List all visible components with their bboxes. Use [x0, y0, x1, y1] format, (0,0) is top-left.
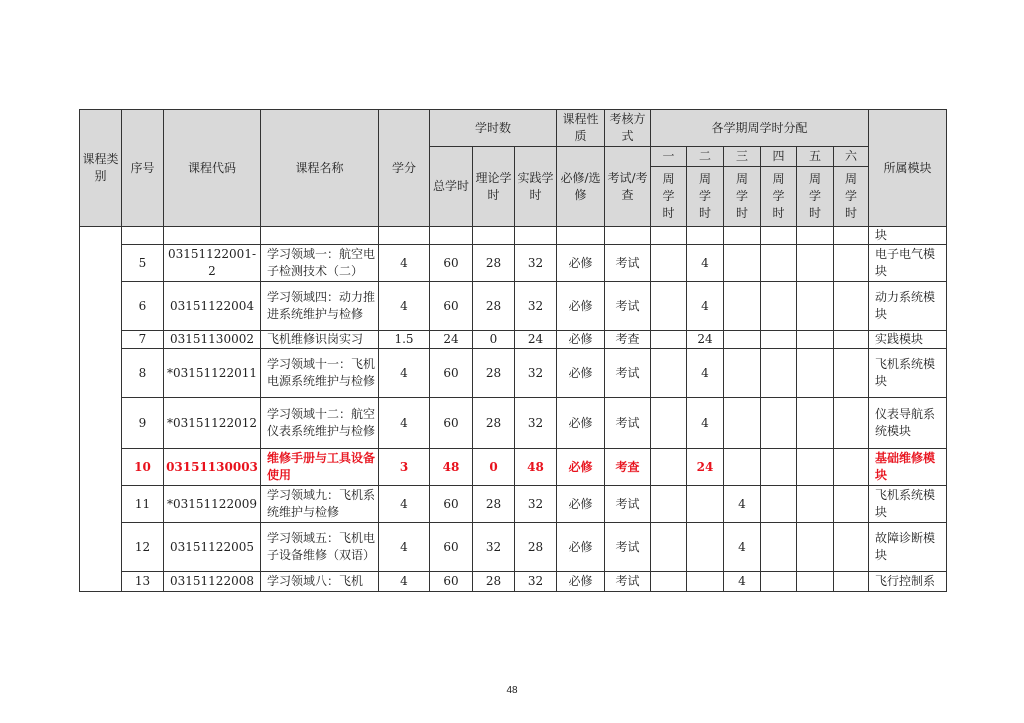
- row-semester-4: [761, 449, 797, 486]
- header-semester-3: 三: [724, 147, 761, 167]
- row-name: 学习领域九：飞机系统维护与检修: [261, 486, 379, 523]
- curriculum-table: [79, 109, 947, 592]
- row-semester-2: 4: [687, 282, 724, 331]
- header-hours-group: 学时数: [430, 110, 557, 147]
- header-semester-1: 一: [651, 147, 687, 167]
- row-practice-hours: 32: [515, 398, 557, 449]
- row-exam: 考试: [605, 572, 651, 592]
- row-practice-hours: 28: [515, 523, 557, 572]
- row-name: 学习领域八：飞机: [261, 572, 379, 592]
- row-practice-hours: 24: [515, 331, 557, 349]
- row-code: *03151122012: [164, 398, 261, 449]
- row-module: 实践模块: [869, 331, 947, 349]
- row-code: 03151130002: [164, 331, 261, 349]
- continuation-module: 块: [869, 227, 947, 245]
- row-theory-hours: 32: [473, 523, 515, 572]
- row-total-hours: 60: [430, 398, 473, 449]
- row-theory-hours: 0: [473, 449, 515, 486]
- row-semester-5: [797, 523, 834, 572]
- row-module: 电子电气模块: [869, 245, 947, 282]
- row-nature: 必修: [557, 572, 605, 592]
- row-semester-4: [761, 282, 797, 331]
- row-practice-hours: 32: [515, 282, 557, 331]
- row-practice-hours: 32: [515, 572, 557, 592]
- row-theory-hours: 28: [473, 282, 515, 331]
- header-total-hours: 总学时: [430, 147, 473, 227]
- row-seq: 7: [122, 331, 164, 349]
- row-semester-3: [724, 398, 761, 449]
- category-cell: [80, 227, 122, 592]
- row-credit: 4: [379, 572, 430, 592]
- table-row: [80, 523, 947, 572]
- row-module: 飞机系统模块: [869, 486, 947, 523]
- table-header: [80, 110, 947, 227]
- row-module: 飞机系统模块: [869, 349, 947, 398]
- row-code: 03151122008: [164, 572, 261, 592]
- header-weekly-hours-6: 周 学 时: [834, 167, 869, 227]
- continuation-row: [80, 227, 947, 245]
- header-credit: 学分: [379, 110, 430, 227]
- row-credit: 4: [379, 486, 430, 523]
- row-credit: 1.5: [379, 331, 430, 349]
- row-semester-5: [797, 282, 834, 331]
- header-exam-group: 考核方式: [605, 110, 651, 147]
- row-semester-3: 4: [724, 523, 761, 572]
- table-row: [80, 486, 947, 523]
- row-code: 03151122001-2: [164, 245, 261, 282]
- row-semester-2: 24: [687, 331, 724, 349]
- row-semester-2: [687, 486, 724, 523]
- header-weekly-hours-2: 周 学 时: [687, 167, 724, 227]
- header-seq: 序号: [122, 110, 164, 227]
- header-weekly-hours-4: 周 学 时: [761, 167, 797, 227]
- row-nature: 必修: [557, 398, 605, 449]
- row-seq: 12: [122, 523, 164, 572]
- row-semester-4: [761, 245, 797, 282]
- row-semester-1: [651, 486, 687, 523]
- row-semester-1: [651, 523, 687, 572]
- header-category: 课程类别: [80, 110, 122, 227]
- row-total-hours: 60: [430, 245, 473, 282]
- row-semester-1: [651, 282, 687, 331]
- row-semester-4: [761, 523, 797, 572]
- row-semester-5: [797, 486, 834, 523]
- row-semester-1: [651, 449, 687, 486]
- table-row: [80, 245, 947, 282]
- header-semester-group: 各学期周学时分配: [651, 110, 869, 147]
- row-semester-3: 4: [724, 486, 761, 523]
- row-code: *03151122011: [164, 349, 261, 398]
- header-weekly-hours-5: 周 学 时: [797, 167, 834, 227]
- row-nature: 必修: [557, 245, 605, 282]
- row-code: 03151122005: [164, 523, 261, 572]
- row-nature: 必修: [557, 523, 605, 572]
- row-semester-6: [834, 282, 869, 331]
- row-semester-4: [761, 331, 797, 349]
- row-practice-hours: 32: [515, 486, 557, 523]
- row-seq: 11: [122, 486, 164, 523]
- row-semester-6: [834, 349, 869, 398]
- row-exam: 考试: [605, 245, 651, 282]
- header-name: 课程名称: [261, 110, 379, 227]
- row-semester-6: [834, 449, 869, 486]
- row-semester-6: [834, 523, 869, 572]
- row-semester-5: [797, 572, 834, 592]
- row-semester-2: 4: [687, 349, 724, 398]
- row-total-hours: 24: [430, 331, 473, 349]
- row-semester-5: [797, 245, 834, 282]
- row-total-hours: 60: [430, 523, 473, 572]
- row-exam: 考试: [605, 349, 651, 398]
- row-exam: 考试: [605, 523, 651, 572]
- row-theory-hours: 28: [473, 349, 515, 398]
- header-theory-hours: 理论学时: [473, 147, 515, 227]
- row-semester-5: [797, 398, 834, 449]
- row-exam: 考试: [605, 486, 651, 523]
- row-total-hours: 60: [430, 349, 473, 398]
- table-row: [80, 331, 947, 349]
- row-semester-1: [651, 398, 687, 449]
- header-weekly-hours-3: 周 学 时: [724, 167, 761, 227]
- row-semester-1: [651, 572, 687, 592]
- row-semester-5: [797, 331, 834, 349]
- row-seq: 8: [122, 349, 164, 398]
- header-practice-hours: 实践学时: [515, 147, 557, 227]
- row-credit: 4: [379, 398, 430, 449]
- row-seq: 13: [122, 572, 164, 592]
- row-name: 维修手册与工具设备使用: [261, 449, 379, 486]
- row-module: 动力系统模块: [869, 282, 947, 331]
- row-nature: 必修: [557, 282, 605, 331]
- row-practice-hours: 48: [515, 449, 557, 486]
- row-credit: 4: [379, 349, 430, 398]
- table-body: [80, 227, 947, 592]
- row-nature: 必修: [557, 486, 605, 523]
- header-module: 所属模块: [869, 110, 947, 227]
- row-semester-6: [834, 245, 869, 282]
- row-semester-6: [834, 572, 869, 592]
- row-code: 03151130003: [164, 449, 261, 486]
- header-semester-5: 五: [797, 147, 834, 167]
- row-name: 学习领域十二：航空仪表系统维护与检修: [261, 398, 379, 449]
- header-nature-sub: 必修/选修: [557, 147, 605, 227]
- row-semester-3: [724, 449, 761, 486]
- header-exam-sub: 考试/考查: [605, 147, 651, 227]
- row-semester-5: [797, 449, 834, 486]
- row-credit: 3: [379, 449, 430, 486]
- row-exam: 考试: [605, 398, 651, 449]
- header-weekly-hours-1: 周 学 时: [651, 167, 687, 227]
- row-total-hours: 60: [430, 282, 473, 331]
- row-exam: 考查: [605, 331, 651, 349]
- row-practice-hours: 32: [515, 349, 557, 398]
- row-theory-hours: 0: [473, 331, 515, 349]
- row-semester-3: [724, 282, 761, 331]
- row-semester-2: 4: [687, 245, 724, 282]
- table-row: [80, 282, 947, 331]
- row-semester-4: [761, 349, 797, 398]
- table-row: [80, 398, 947, 449]
- row-exam: 考查: [605, 449, 651, 486]
- row-credit: 4: [379, 245, 430, 282]
- row-semester-2: [687, 523, 724, 572]
- row-semester-1: [651, 331, 687, 349]
- row-semester-2: [687, 572, 724, 592]
- row-semester-6: [834, 331, 869, 349]
- header-semester-2: 二: [687, 147, 724, 167]
- row-semester-2: 4: [687, 398, 724, 449]
- row-semester-5: [797, 349, 834, 398]
- row-practice-hours: 32: [515, 245, 557, 282]
- header-nature-group: 课程性质: [557, 110, 605, 147]
- row-nature: 必修: [557, 449, 605, 486]
- row-semester-6: [834, 398, 869, 449]
- row-total-hours: 60: [430, 572, 473, 592]
- row-seq: 6: [122, 282, 164, 331]
- table-row: [80, 449, 947, 486]
- row-name: 学习领域一：航空电子检测技术（二）: [261, 245, 379, 282]
- header-semester-6: 六: [834, 147, 869, 167]
- row-theory-hours: 28: [473, 398, 515, 449]
- row-semester-3: 4: [724, 572, 761, 592]
- row-module: 故障诊断模块: [869, 523, 947, 572]
- row-theory-hours: 28: [473, 245, 515, 282]
- row-module: 基础维修模块: [869, 449, 947, 486]
- row-name: 学习领域五：飞机电子设备维修（双语）: [261, 523, 379, 572]
- row-total-hours: 60: [430, 486, 473, 523]
- row-semester-3: [724, 349, 761, 398]
- row-semester-4: [761, 486, 797, 523]
- row-code: *03151122009: [164, 486, 261, 523]
- row-semester-1: [651, 245, 687, 282]
- row-semester-3: [724, 331, 761, 349]
- row-semester-2: 24: [687, 449, 724, 486]
- row-name: 学习领域十一：飞机电源系统维护与检修: [261, 349, 379, 398]
- header-semester-4: 四: [761, 147, 797, 167]
- row-semester-6: [834, 486, 869, 523]
- row-semester-4: [761, 572, 797, 592]
- header-code: 课程代码: [164, 110, 261, 227]
- row-module: 飞行控制系: [869, 572, 947, 592]
- row-credit: 4: [379, 282, 430, 331]
- table-row: [80, 572, 947, 592]
- row-nature: 必修: [557, 331, 605, 349]
- table-row: [80, 349, 947, 398]
- row-seq: 10: [122, 449, 164, 486]
- row-name: 学习领域四：动力推进系统维护与检修: [261, 282, 379, 331]
- row-seq: 9: [122, 398, 164, 449]
- page-number: 48: [506, 685, 518, 696]
- row-total-hours: 48: [430, 449, 473, 486]
- row-nature: 必修: [557, 349, 605, 398]
- row-semester-3: [724, 245, 761, 282]
- row-module: 仪表导航系统模块: [869, 398, 947, 449]
- row-code: 03151122004: [164, 282, 261, 331]
- row-semester-1: [651, 349, 687, 398]
- row-semester-4: [761, 398, 797, 449]
- row-credit: 4: [379, 523, 430, 572]
- row-seq: 5: [122, 245, 164, 282]
- row-name: 飞机维修识岗实习: [261, 331, 379, 349]
- row-theory-hours: 28: [473, 486, 515, 523]
- row-exam: 考试: [605, 282, 651, 331]
- row-theory-hours: 28: [473, 572, 515, 592]
